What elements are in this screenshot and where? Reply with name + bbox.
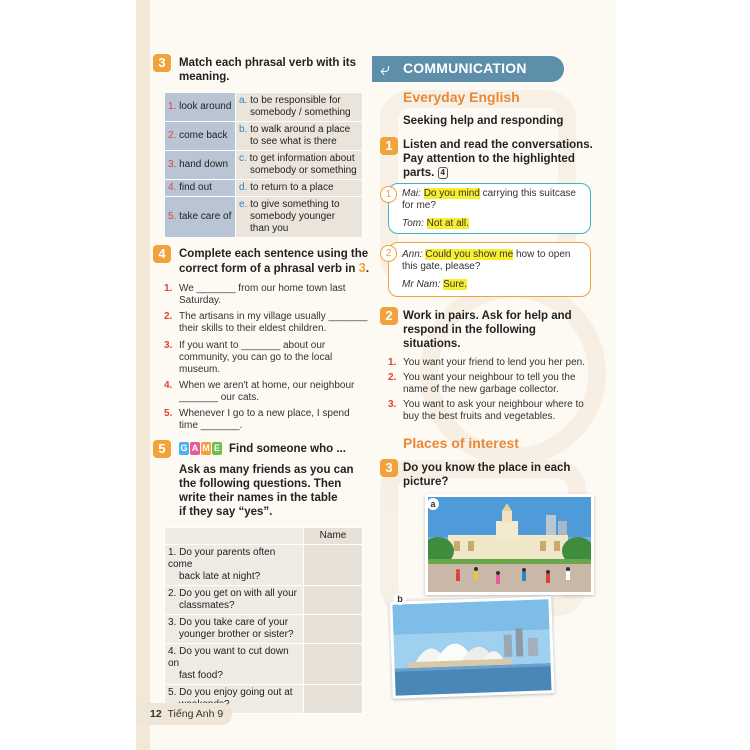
meaning-letter: c.	[239, 153, 247, 164]
question-line: fast food?	[179, 670, 223, 681]
table-header-row	[165, 528, 363, 545]
table-row	[165, 545, 363, 586]
sentence-line: Saturday.	[179, 295, 222, 306]
exercise-3-badge: 3	[153, 54, 171, 72]
communication-title: COMMUNICATION	[403, 60, 527, 76]
comm-ex1-title-line: Listen and read the conversations.	[403, 139, 593, 151]
exercise-5-instruction-line: Ask as many friends as you can	[179, 464, 354, 476]
highlighted-phrase: Do you mind	[423, 188, 480, 199]
page-edge-strip	[136, 0, 150, 750]
phrasal-verb: look around	[179, 101, 232, 112]
question-line: 3. Do you take care of your	[168, 617, 289, 628]
row-number: 5.	[168, 211, 177, 222]
dialogue-text: carrying this suitcase	[482, 188, 576, 199]
page-number: 12	[150, 708, 162, 720]
photo-b-label: b	[394, 593, 406, 605]
comm-ex3-title-line: Do you know the place in each	[403, 462, 571, 474]
meaning-line: to walk around a place	[250, 124, 351, 135]
meaning-letter: e.	[239, 199, 248, 210]
comm-exercise-1-badge: 1	[380, 137, 398, 155]
item-number: 1.	[164, 283, 173, 294]
conversation-1-number: 1	[380, 186, 397, 203]
back-arrow-icon: ⤶	[379, 59, 391, 79]
book-title: Tiếng Anh 9	[167, 708, 224, 720]
photo-city-hall	[425, 494, 594, 595]
comm-ex2-title-line: Work in pairs. Ask for help and	[403, 310, 572, 322]
conversation-line	[402, 279, 467, 292]
item-number: 2.	[388, 372, 397, 383]
game-logo	[179, 442, 222, 455]
exercise-reference: 3	[358, 260, 366, 275]
item-number: 4.	[164, 380, 173, 391]
city-hall-image	[428, 497, 591, 592]
exercise-5-instruction-line: write their names in the table	[179, 492, 338, 504]
matching-table	[164, 92, 363, 238]
question-line: 1. Do your parents often come	[168, 547, 276, 570]
situation-line: You want to ask your neighbour where to	[403, 399, 584, 410]
table-row	[165, 615, 363, 644]
places-of-interest-heading: Places of interest	[403, 435, 519, 451]
exercise-5-title: Find someone who ...	[229, 443, 346, 455]
phrasal-verb: hand down	[179, 159, 229, 170]
situation-line: buy the best fruits and vegetables.	[403, 411, 556, 422]
table-row	[165, 644, 363, 685]
sentence-line: If you want to _______ about our	[179, 340, 326, 351]
game-letter: E	[213, 443, 220, 453]
exercise-4-title-line1: Complete each sentence using the	[179, 248, 369, 260]
phrasal-verb: find out	[179, 182, 212, 193]
meaning-line: to return to a place	[250, 182, 334, 193]
table-row	[165, 586, 363, 615]
sentence-line: _______ our cats.	[179, 392, 260, 403]
opera-house-image	[392, 599, 551, 695]
title-text: parts.	[403, 167, 435, 179]
exercise-5-instruction-line: if they say “yes”.	[179, 506, 273, 518]
exercise-5-instruction-line: the following questions. Then	[179, 478, 342, 490]
photo-a-label: a	[427, 498, 439, 510]
exercise-4-title-line2: correct form of a phrasal verb in 3.	[179, 260, 370, 275]
question-line: back late at night?	[179, 571, 261, 582]
meaning-line: to give something to	[250, 199, 340, 210]
situation-line: You want your friend to lend you her pen.	[403, 357, 585, 368]
comm-exercise-3-badge: 3	[380, 459, 398, 477]
question-line: 2. Do you get on with all your	[168, 588, 297, 599]
item-number: 3.	[164, 340, 173, 351]
sentence-line: museum.	[179, 364, 221, 375]
name-cell[interactable]	[304, 644, 363, 685]
exercise-4-badge: 4	[153, 245, 171, 263]
sentence-line: their skills to their eldest children.	[179, 323, 327, 334]
conversation-line	[402, 188, 576, 201]
audio-track-icon[interactable]	[438, 167, 448, 179]
question-line: 5. Do you enjoy going out at	[168, 687, 293, 698]
meaning-line: to be responsible for	[250, 95, 341, 106]
conversation-2-number: 2	[380, 245, 397, 262]
game-letter: A	[191, 443, 199, 453]
meaning-line: than you	[250, 223, 289, 234]
speaker-name: Mr Nam:	[402, 279, 441, 290]
item-number: 5.	[164, 408, 173, 419]
seeking-help-subtitle: Seeking help and responding	[403, 115, 564, 127]
exercise-3-title-line1: Match each phrasal verb with its	[179, 57, 357, 69]
comm-ex2-title-line: respond in the following	[403, 324, 536, 336]
sentence-line: When we aren't at home, our neighbour	[179, 380, 355, 391]
row-number: 3.	[168, 159, 177, 170]
phrasal-verb: take care of	[179, 211, 232, 222]
name-cell[interactable]	[304, 615, 363, 644]
conversation-line: for me?	[402, 200, 436, 211]
conversation-line	[402, 218, 469, 231]
game-letter: M	[202, 443, 210, 453]
phrasal-verb: come back	[179, 130, 228, 141]
comm-exercise-2-badge: 2	[380, 307, 398, 325]
match-row	[165, 180, 363, 197]
highlighted-phrase: Could you show me	[425, 249, 514, 260]
match-row	[165, 197, 363, 238]
situation-line: name of the new garbage collector.	[403, 384, 559, 395]
meaning-line: somebody / something	[250, 107, 351, 118]
speaker-name: Ann:	[402, 249, 423, 260]
meaning-letter: d.	[239, 182, 248, 193]
page-footer-text	[150, 708, 223, 720]
match-row	[165, 93, 363, 122]
photo-opera-house	[389, 596, 554, 699]
meaning-letter: b.	[239, 124, 248, 135]
question-line: classmates?	[179, 600, 235, 611]
sentence-line: community, you can go to the local	[179, 352, 333, 363]
row-number: 4.	[168, 182, 177, 193]
game-letter: G	[180, 443, 188, 453]
match-row	[165, 122, 363, 151]
name-column-header: Name	[304, 528, 363, 545]
item-number: 2.	[164, 311, 173, 322]
title-text: correct form of a phrasal verb in	[179, 263, 356, 275]
dialogue-text: how to open	[515, 249, 571, 260]
name-cell[interactable]	[304, 586, 363, 615]
meaning-line: to see what is there	[250, 136, 337, 147]
situation-line: You want your neighbour to tell you the	[403, 372, 576, 383]
audio-track-number: 4	[440, 167, 445, 177]
speaker-name: Mai:	[402, 188, 421, 199]
meaning-line: somebody or something	[250, 165, 357, 176]
exercise-5-badge: 5	[153, 440, 171, 458]
comm-ex2-title-line: situations.	[403, 338, 461, 350]
row-number: 1.	[168, 101, 177, 112]
highlighted-phrase: Not at all.	[426, 218, 469, 229]
comm-ex1-title-line	[403, 166, 448, 180]
find-someone-table	[164, 527, 363, 714]
item-number: 1.	[388, 357, 397, 368]
row-number: 2.	[168, 130, 177, 141]
speaker-name: Tom:	[402, 218, 424, 229]
exercise-3-title-line2: meaning.	[179, 71, 230, 83]
sentence-line: The artisans in my village usually _______	[179, 311, 368, 322]
meaning-line: to get information about	[249, 153, 355, 164]
conversation-line: this gate, please?	[402, 261, 481, 272]
match-row	[165, 151, 363, 180]
sentence-line: We _______ from our home town last	[179, 283, 346, 294]
meaning-letter: a.	[239, 95, 248, 106]
question-line: younger brother or sister?	[179, 629, 294, 640]
name-cell[interactable]	[304, 545, 363, 586]
item-number: 3.	[388, 399, 397, 410]
conversation-line	[402, 249, 570, 262]
meaning-line: somebody younger	[250, 211, 336, 222]
question-line: 4. Do you want to cut down on	[168, 646, 289, 669]
everyday-english-heading: Everyday English	[403, 89, 520, 105]
comm-ex3-title-line: picture?	[403, 476, 449, 488]
sentence-line: Whenever I go to a new place, I spend	[179, 408, 350, 419]
name-cell[interactable]	[304, 685, 363, 714]
sentence-line: time _______.	[179, 420, 243, 431]
comm-ex1-title-line: Pay attention to the highlighted	[403, 153, 575, 165]
highlighted-phrase: Sure.	[443, 279, 468, 290]
